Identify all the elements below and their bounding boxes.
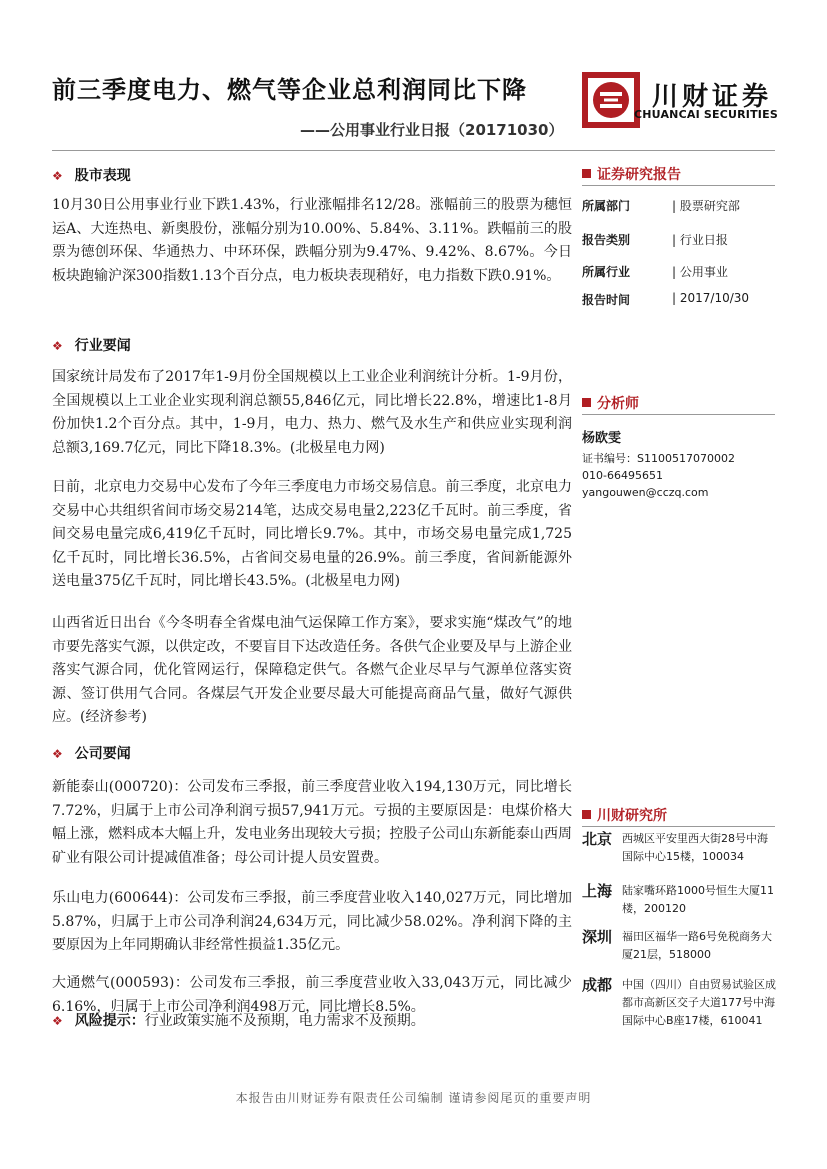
company-logo bbox=[582, 72, 778, 128]
section-market-heading: ❖ 股市表现 bbox=[52, 168, 131, 184]
logo-text: 川财证券 bbox=[652, 82, 773, 112]
institute-heading: 川财研究所 bbox=[582, 805, 667, 825]
sidebar-divider bbox=[582, 185, 775, 186]
logo-english-text: CHUANCAI SECURITIES bbox=[634, 108, 778, 121]
industry-paragraph-2: 日前，北京电力交易中心发布了今年三季度电力市场交易信息。前三季度，北京电力交易中心共组织省间市场交易214笔，达成交易电量2,223亿千瓦时。前三季度，省间交易电量完成6,419亿千瓦时，同比增长9.7%。其中，市场交易电量完成1,725亿千瓦时，同比增长36.5%，占省间交易电量的26.9%。前三季度，省间新能源外送电量375亿千瓦时，同比增长43.5%。(北极星电力网) bbox=[52, 479, 572, 590]
analyst-phone: 010-66495651 bbox=[582, 469, 663, 482]
company-paragraph-2: 乐山电力(600644)：公司发布三季报，前三季度营业收入140,027万元，同比增加5.87%，归属于上市公司净利润24,634万元，同比减少58.02%。净利润下降的主要原因为上年同期确认非经常性损益1.35亿元。 bbox=[52, 890, 572, 954]
analyst-info bbox=[582, 430, 735, 501]
square-bullet-icon bbox=[582, 810, 591, 819]
analyst-cert: 证书编号：S1100517070002 bbox=[582, 452, 735, 465]
diamond-bullet-icon: ❖ bbox=[52, 169, 63, 183]
company-paragraph-1: 新能泰山(000720)：公司发布三季报，前三季度营业收入194,130万元，同比增长7.72%，归属于上市公司净利润亏损57,941万元。亏损的主要原因是：电煤价格大幅上涨，燃料成本大幅上升，发电业务出现较大亏损；控股子公司山东新能泰山西周矿业有限公司计提减值准备；母公司计提人员安置费。 bbox=[52, 779, 572, 866]
diamond-bullet-icon: ❖ bbox=[52, 1014, 63, 1028]
industry-paragraph-3: 山西省近日出台《今冬明春全省煤电油气运保障工作方案》，要求实施“煤改气”的地市要先落实气源，以供定改，不要盲目下达改造任务。各供气企业要及早与上游企业落实气源合同，优化管网运行，保障稳定供气。各燃气企业尽早与气源单位落实资源、签订供用气合同。各煤层气开发企业要尽最大可能提高商品气量，做好气源供应。(经济参考) bbox=[52, 615, 572, 726]
industry-paragraph-1: 国家统计局发布了2017年1-9月份全国规模以上工业企业利润统计分析。1-9月份，全国规模以上工业企业实现利润总额55,846亿元，同比增长22.8%，增速比1-8月份加快1.2个百分点。其中，1-9月，电力、热力、燃气及水生产和供应业实现利润总额3,169.7亿元，同比下降18.3%。(北极星电力网) bbox=[52, 369, 572, 456]
diamond-bullet-icon: ❖ bbox=[52, 339, 63, 353]
risk-text: 行业政策实施不及预期，电力需求不及预期。 bbox=[144, 1013, 425, 1029]
logo-emblem-icon bbox=[582, 72, 640, 128]
report-subtitle: ——公用事业行业日报（20171030） bbox=[300, 121, 564, 139]
sidebar-divider bbox=[582, 414, 775, 415]
company-paragraph-3: 大通燃气(000593)：公司发布三季报，前三季度营业收入33,043万元，同比减少6.16%，归属于上市公司净利润498万元，同比增长8.5%。 bbox=[52, 975, 572, 1015]
diamond-bullet-icon: ❖ bbox=[52, 747, 63, 761]
page-footer: 本报告由川财证券有限责任公司编制 谨请参阅尾页的重要声明 bbox=[235, 1091, 592, 1105]
sidebar-divider bbox=[582, 826, 775, 827]
report-type-heading: 证券研究报告 bbox=[582, 164, 681, 184]
market-paragraph: 10月30日公用事业行业下跌1.43%，行业涨幅排名12/28。涨幅前三的股票为穗恒运A、大连热电、新奥股份，涨幅分别为10.00%、5.84%、3.11%。跌幅前三的股票为德创环保、华通热力、中环环保，跌幅分别为9.47%、9.42%、8.67%。今日板块跑输沪深300指数1.13个百分点，电力板块表现稍好，电力指数下跌0.91%。 bbox=[52, 197, 572, 284]
risk-label: 风险提示： bbox=[74, 1013, 145, 1029]
analyst-name: 杨欧雯 bbox=[582, 431, 622, 446]
section-industry-heading: ❖ 行业要闻 bbox=[52, 338, 131, 354]
risk-warning bbox=[52, 1010, 425, 1030]
analyst-heading: 分析师 bbox=[582, 393, 639, 413]
section-company-heading: ❖ 公司要闻 bbox=[52, 746, 131, 762]
square-bullet-icon bbox=[582, 398, 591, 407]
header-divider bbox=[52, 150, 775, 151]
report-title: 前三季度电力、燃气等企业总利润同比下降 bbox=[52, 76, 527, 104]
square-bullet-icon bbox=[582, 169, 591, 178]
analyst-email[interactable]: yangouwen@cczq.com bbox=[582, 486, 709, 499]
